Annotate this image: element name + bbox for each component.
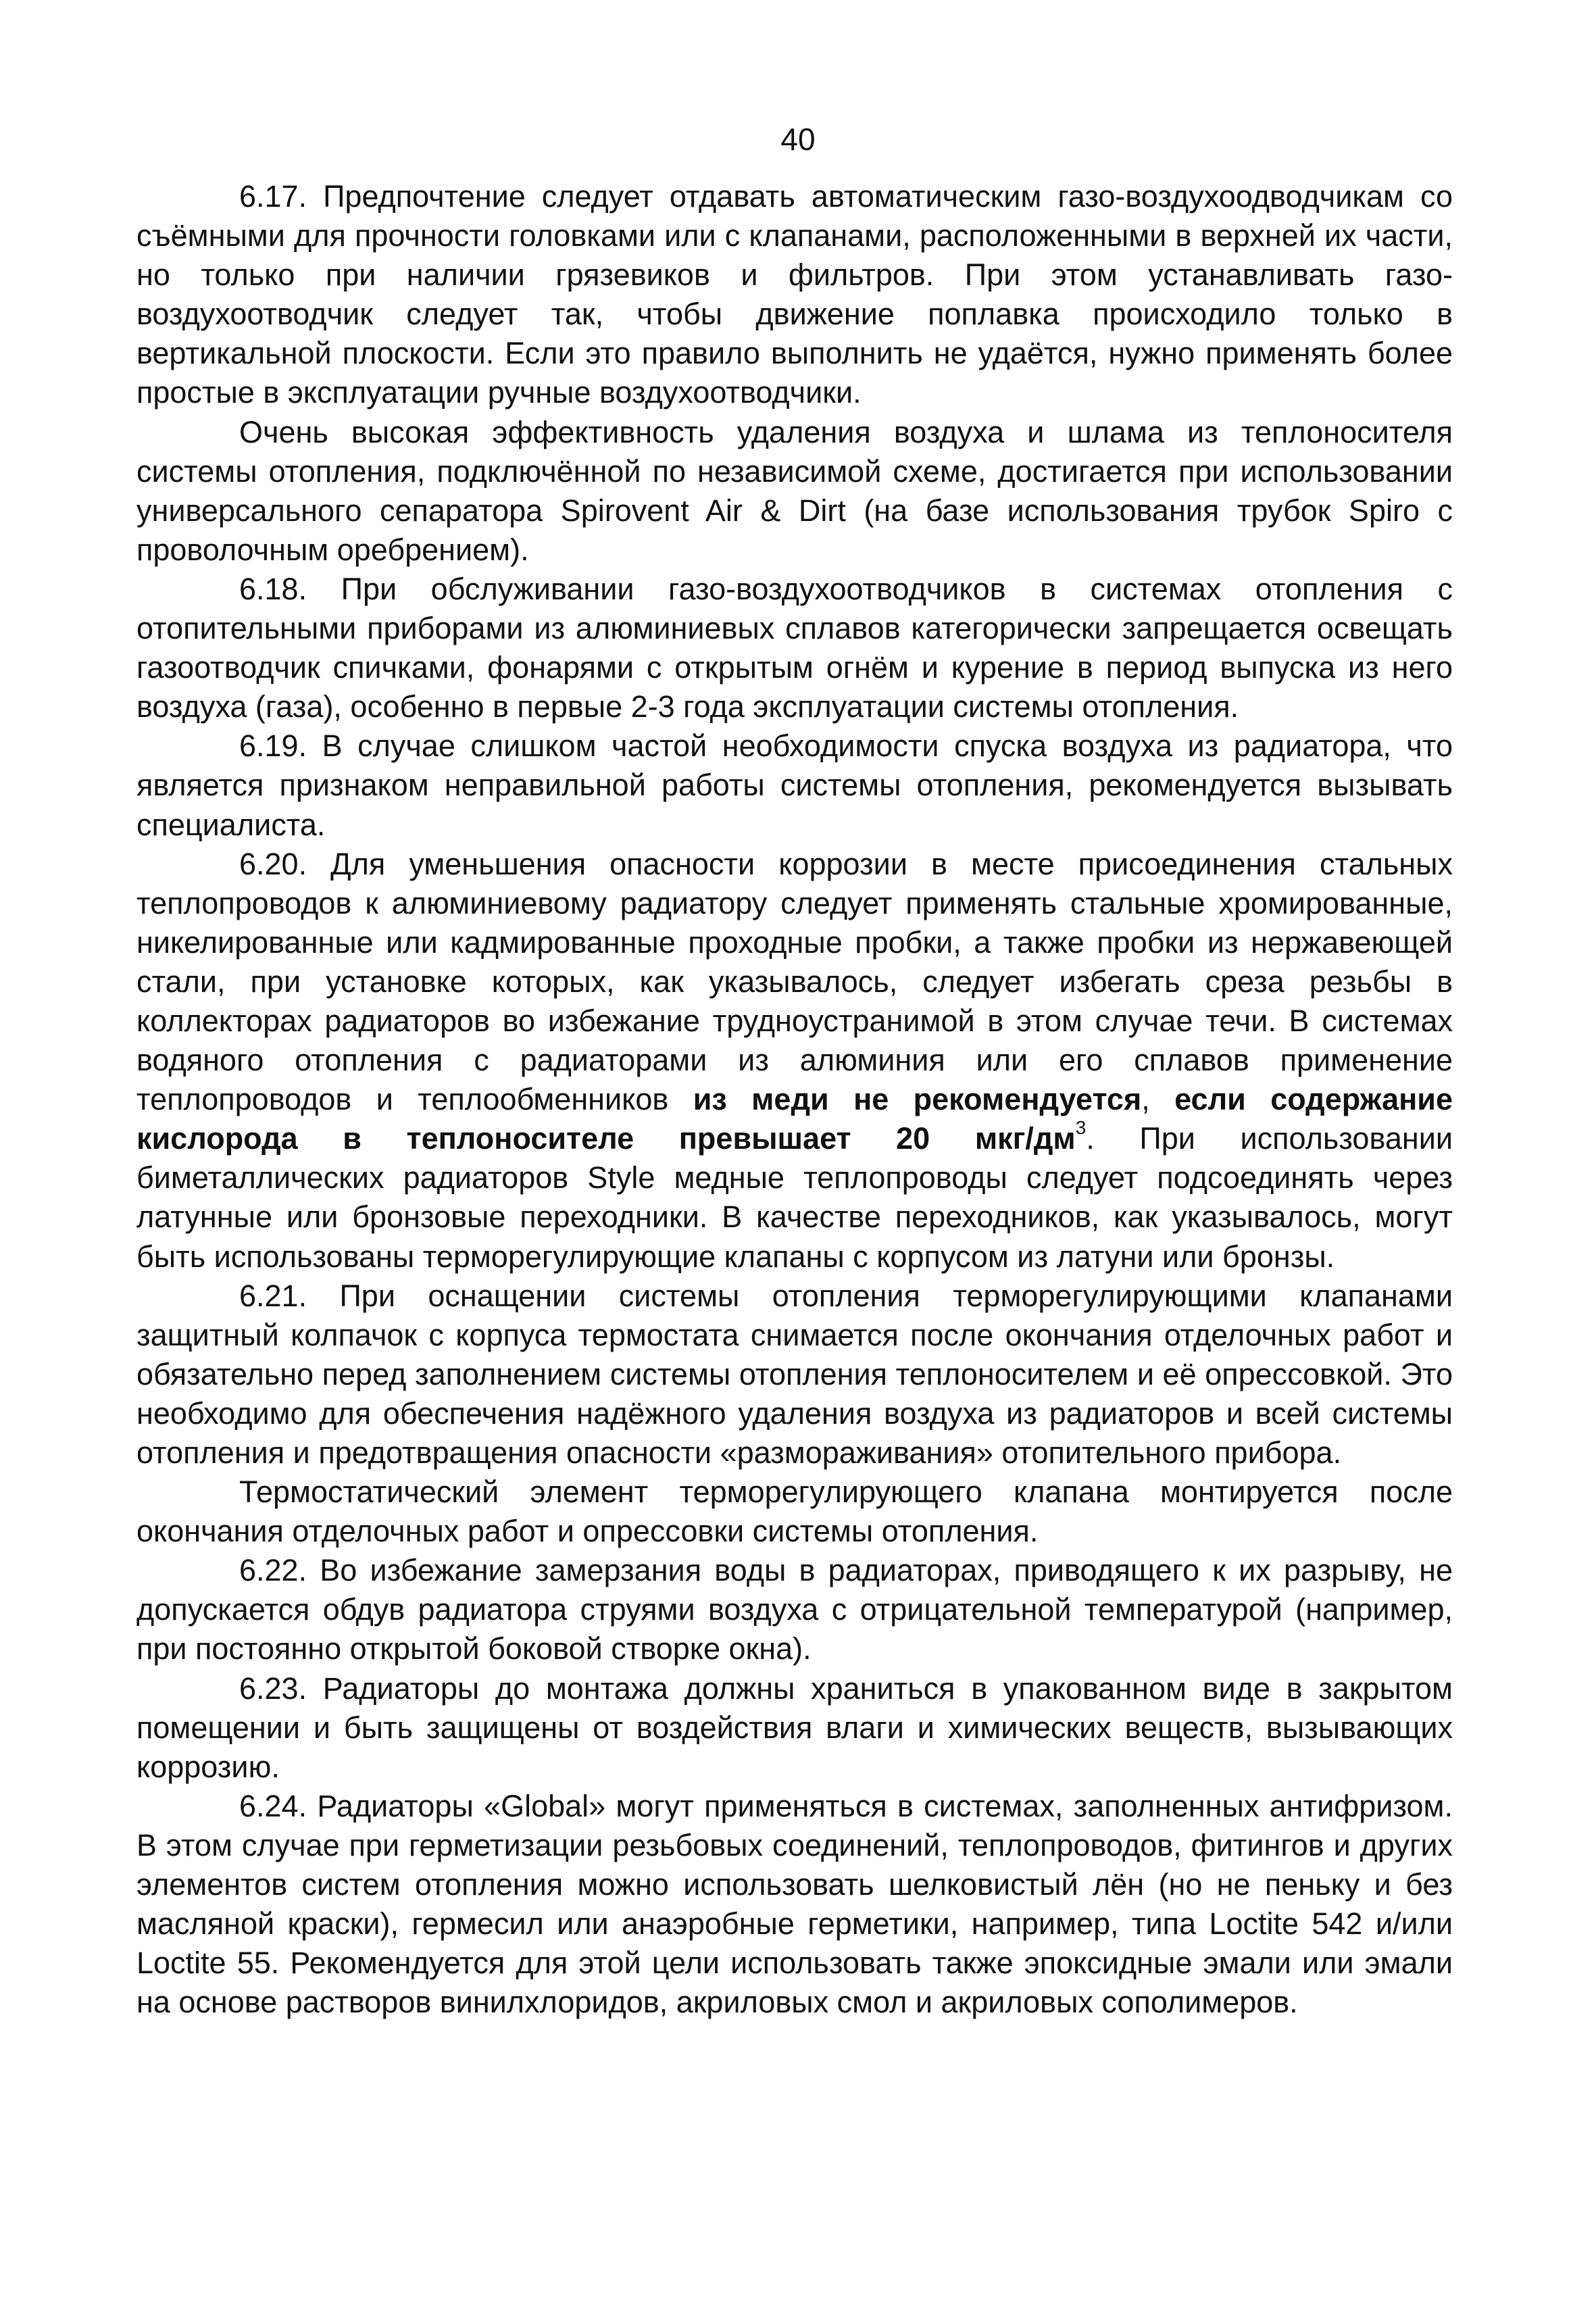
text-run: Очень высокая эффективность удаления воздуха и шлама из теплоносителя системы отопления, подключённой по независимой схеме, достигается при использовании универсального сепаратора Spirovent Air & Dirt (на базе использования трубок Spiro с проволочным оребрением). (136, 414, 1453, 567)
paragraph-6-20 (136, 845, 1453, 1277)
text-run: 6.20. Для уменьшения опасности коррозии в месте присоединения стальных теплопроводов к алюминиевому радиатору следует применять стальные хромированные, никелированные или кадмированные проходные пробки, а также пробки из нержавеющей стали, при установке которых, как указывалось, следует избегать среза резьбы в коллекторах радиаторов во избежание трудноустранимой в этом случае течи. В системах водяного отопления с радиаторами из алюминия или его сплавов применение теплопроводов и теплообменников (136, 846, 1453, 1117)
text-run: 6.24. Радиаторы «Global» могут применяться в системах, заполненных антифризом. В этом случае при герметизации резьбовых соединений, теплопроводов, фитингов и других элементов систем отопления можно использовать шелковистый лён (но не пеньку и без масляной краски), гермесил или анаэробные герметики, например, типа Loctite 542 и/или Loctite 55. Рекомендуется для этой цели использовать также эпоксидные эмали или эмали на основе растворов винилхлоридов, акриловых смол и акриловых сополимеров. (136, 1788, 1453, 2020)
bold-text: если содержание кислорода в теплоносителе превышает 20 мкг/дм (136, 1082, 1453, 1156)
document-body (136, 177, 1453, 2022)
text-run: 6.22. Во избежание замерзания воды в радиаторах, приводящего к их разрыву, не допускается обдув радиатора струями воздуха с отрицательной температурой (например, при постоянно открытой боковой створке окна). (136, 1553, 1453, 1666)
paragraph-6-22 (136, 1551, 1453, 1668)
paragraph-6-19 (136, 726, 1453, 844)
paragraph-separator (136, 413, 1453, 570)
text-run: Термостатический элемент терморегулирующего клапана монтируется после окончания отделочных работ и опрессовки системы отопления. (136, 1475, 1453, 1549)
text-run: 6.19. В случае слишком частой необходимости спуска воздуха из радиатора, что является признаком неправильной работы системы отопления, рекомендуется вызывать специалиста. (136, 728, 1453, 842)
paragraph-6-18 (136, 570, 1453, 726)
superscript: 3 (1075, 1117, 1087, 1139)
paragraph-6-21 (136, 1277, 1453, 1473)
bold-text: из меди не рекомендуется (693, 1082, 1142, 1117)
text-run: . При использовании биметаллических радиаторов Style медные теплопроводы следует подсоединять через латунные или бронзовые переходники. В качестве переходников, как указывалось, могут быть использованы терморегулирующие клапаны с корпусом из латуни или бронзы. (136, 1121, 1453, 1274)
text-run: 6.18. При обслуживании газо-воздухоотводчиков в системах отопления с отопительными приборами из алюминиевых сплавов категорически запрещается освещать газоотводчик спичками, фонарями с открытым огнём и курение в период выпуска из него воздуха (газа), особенно в первые 2-3 года эксплуатации системы отопления. (136, 571, 1453, 724)
paragraph-thermostat (136, 1473, 1453, 1551)
text-run: 6.21. При оснащении системы отопления терморегулирующими клапанами защитный колпачок с корпуса термостата снимается после окончания отделочных работ и обязательно перед заполнением системы отопления теплоносителем и её опрессовкой. Это необходимо для обеспечения надёжного удаления воздуха из радиаторов и всей системы отопления и предотвращения опасности «размораживания» отопительного прибора. (136, 1278, 1453, 1470)
text-run: 6.17. Предпочтение следует отдавать автоматическим газо-воздухоодводчикам со съёмными для прочности головками или с клапанами, расположенными в верхней их части, но только при наличии грязевиков и фильтров. При этом устанавливать газо-воздухоотводчик следует так, чтобы движение поплавка происходило только в вертикальной плоскости. Если это правило выполнить не удаётся, нужно применять более простые в эксплуатации ручные воздухоотводчики. (136, 179, 1453, 410)
text-run: 6.23. Радиаторы до монтажа должны храниться в упакованном виде в закрытом помещении и быть защищены от воздействия влаги и химических веществ, вызывающих коррозию. (136, 1671, 1453, 1784)
page-number: 40 (780, 122, 816, 157)
text-run: , (1141, 1082, 1175, 1117)
paragraph-6-17 (136, 177, 1453, 413)
paragraph-6-23 (136, 1669, 1453, 1787)
paragraph-6-24 (136, 1787, 1453, 2023)
